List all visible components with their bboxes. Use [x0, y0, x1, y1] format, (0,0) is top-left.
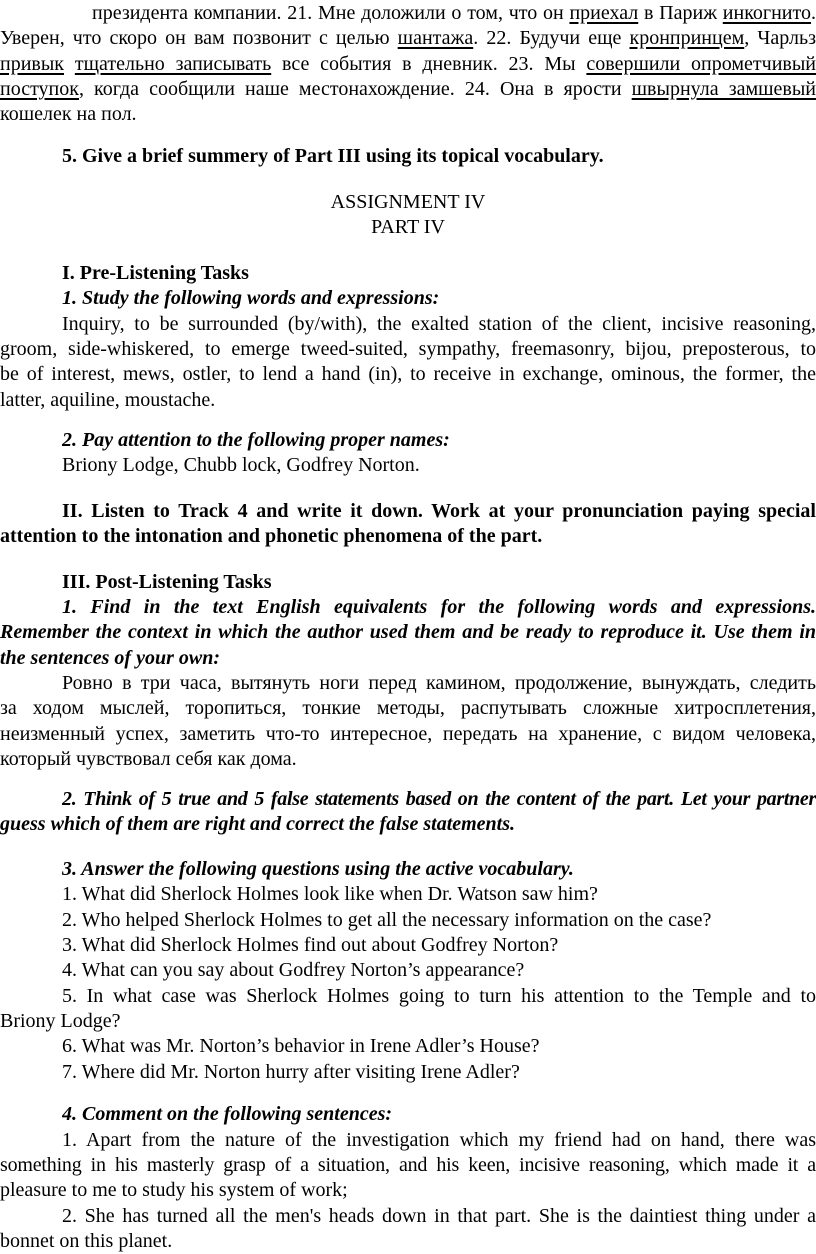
question-item: 2. Who helped Sherlock Holmes to get all the necessary information on the case? — [62, 908, 712, 931]
question-item: 4. What can you say about Godfrey Norton’s appearance? — [62, 959, 525, 982]
proper-names: Briony Lodge, Chubb lock, Godfrey Norton. — [62, 453, 420, 476]
text-run: все события в дневник. 23. Мы — [271, 52, 587, 75]
ru-expressions-line: за ходом мыслей, торопиться, тонкие методы, распутывать сложные хитросплетения, — [0, 697, 816, 720]
comment-line: 1. Apart from the nature of the investigation which my friend had on hand, there was — [62, 1128, 816, 1151]
underlined-word: приехал — [569, 2, 639, 24]
text-run: . — [810, 2, 816, 24]
question-item: 6. What was Mr. Norton’s behavior in Irene Adler’s House? — [62, 1035, 540, 1058]
text-run: Уверен, что скоро он вам позвонит с целью — [0, 27, 398, 50]
post-task-2-line: 2. Think of 5 true and 5 false statements based on the content of the part. Let your partner — [62, 787, 816, 810]
task-5-heading: 5. Give a brief summery of Part III using its topical vocabulary. — [62, 145, 604, 168]
assignment-title: ASSIGNMENT IV — [330, 190, 486, 213]
post-task-1-line: 1. Find in the text English equivalents for the following words and expressions. — [62, 596, 816, 619]
ru-expressions-line: неизменный успех, заметить что-то интересное, передать на хранение, с видом человека, — [0, 722, 816, 745]
text-run: президента компании. 21. Мне доложили о том, что он — [92, 2, 570, 24]
text-run: , когда сообщили наше местонахождение. 24. Она в ярости — [78, 77, 632, 100]
text-run: в Париж — [638, 2, 723, 24]
underlined-word: инкогнито — [722, 2, 811, 24]
post-task-1-line: the sentences of your own: — [0, 646, 220, 669]
question-item: 7. Where did Mr. Norton hurry after visiting Irene Adler? — [62, 1060, 520, 1083]
ru-sentence-line: кошелек на пол. — [0, 103, 137, 126]
comment-line: pleasure to me to study his system of work; — [0, 1179, 348, 1202]
question-item: 5. In what case was Sherlock Holmes going to turn his attention to the Temple and to — [62, 984, 816, 1007]
underlined-word: совершили опрометчивый — [586, 52, 816, 75]
task-2-title: 2. Pay attention to the following proper names: — [62, 428, 450, 451]
ru-sentence-line — [0, 51, 816, 77]
vocab-line: latter, aquiline, moustache. — [0, 388, 216, 411]
post-task-2-line: guess which of them are right and correct the false statements. — [0, 813, 516, 836]
underlined-word: привык — [0, 52, 65, 75]
comment-line: something in his masterly grasp of a situation, and his keen, incisive reasoning, which made it a — [0, 1154, 816, 1177]
post-task-1-line: Remember the context in which the author used them and be ready to reproduce it. Use them in — [0, 621, 816, 644]
listening-task-line: attention to the intonation and phonetic phenomena of the part. — [0, 524, 543, 547]
post-listening-heading: III. Post-Listening Tasks — [62, 570, 272, 593]
underlined-word: шантажа — [397, 27, 474, 50]
part-title: PART IV — [371, 216, 445, 239]
listening-task-line: II. Listen to Track 4 and write it down. Work at your pronunciation paying special — [62, 499, 816, 522]
text-run: , Чарльз — [744, 27, 816, 50]
underlined-word: поступок — [0, 77, 79, 100]
pre-listening-heading: I. Pre-Listening Tasks — [62, 262, 249, 284]
text-run — [64, 53, 75, 75]
ru-expressions-line: который чувствовал себя как дома. — [0, 747, 297, 770]
underlined-word: швырнула замшевый — [631, 77, 816, 100]
ru-sentence-line — [0, 76, 816, 102]
ru-sentence-line — [0, 25, 816, 51]
vocab-line: groom, side-whiskered, to emerge tweed-suited, sympathy, freemasonry, bijou, preposterous, to — [0, 337, 816, 360]
ru-expressions-line: Ровно в три часа, вытянуть ноги перед камином, продолжение, вынуждать, следить — [62, 671, 816, 694]
underlined-word: кронпринцем — [629, 27, 745, 50]
comment-line: 2. She has turned all the men's heads down in that part. She is the daintiest thing under a — [62, 1204, 816, 1227]
text-run: . 22. Будучи еще — [473, 27, 630, 50]
question-item: Briony Lodge? — [0, 1009, 121, 1032]
question-item: 1. What did Sherlock Holmes look like when Dr. Watson saw him? — [62, 883, 598, 906]
question-item: 3. What did Sherlock Holmes find out about Godfrey Norton? — [62, 933, 559, 956]
post-task-3-title: 3. Answer the following questions using the active vocabulary. — [62, 857, 574, 880]
vocab-line: Inquiry, to be surrounded (by/with), the exalted station of the client, incisive reasoning, — [62, 312, 816, 335]
vocab-line: be of interest, mews, ostler, to lend a hand (in), to receive in exchange, ominous, the former, the — [0, 363, 816, 386]
underlined-word: тщательно записывать — [74, 52, 272, 75]
comment-line: bonnet on this planet. — [0, 1230, 173, 1252]
post-task-4-title: 4. Comment on the following sentences: — [62, 1103, 393, 1126]
ru-sentence-line — [0, 0, 816, 26]
task-1-title: 1. Study the following words and expressions: — [62, 287, 440, 310]
